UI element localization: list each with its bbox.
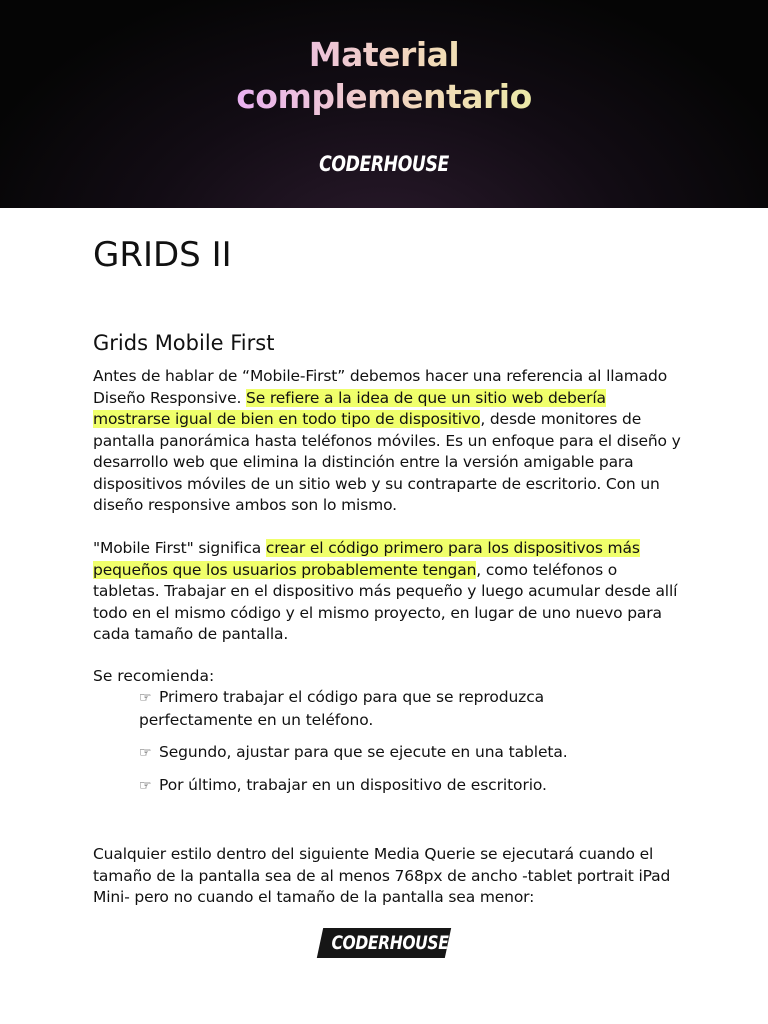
page-title: GRIDS II <box>93 235 232 275</box>
paragraph-text: Antes de hablar de “Mobile-First” debemos hacer una referencia al llamado Diseño Responsive. <box>93 367 668 407</box>
pointing-hand-icon: ☞ <box>139 690 152 706</box>
pointing-hand-icon: ☞ <box>139 745 152 761</box>
list-item-text: Por último, trabajar en un dispositivo de escritorio. <box>159 776 547 794</box>
list-item-text: Primero trabajar el código para que se reproduzca perfectamente en un teléfono. <box>139 688 545 729</box>
highlighted-text: Se refiere a la idea de que un sitio web debería mostrarse igual de bien en todo tipo de dispositivo <box>93 388 606 428</box>
list-item <box>139 742 599 765</box>
highlighted-text: crear el código primero para los dispositivos más pequeños que los usuarios probablemente tengan <box>93 539 640 579</box>
header-title-line2: complementario <box>236 77 532 116</box>
header-title-line1: Material <box>308 35 460 74</box>
paragraph-text: , como teléfonos o tabletas. Trabajar en el dispositivo más pequeño y luego acumular desde allí todo en el mismo código y el mismo proyecto, en lugar de uno nuevo para cada tamaño de pantalla. <box>93 560 678 643</box>
paragraph-text: "Mobile First" significa <box>93 539 266 557</box>
list-item-text: Segundo, ajustar para que se ejecute en una tableta. <box>159 743 568 761</box>
list-item <box>139 687 599 731</box>
coderhouse-footer-logo <box>317 928 451 958</box>
pointing-hand-icon: ☞ <box>139 778 152 794</box>
list-item <box>139 775 599 798</box>
recommend-label: Se recomienda: <box>93 667 215 685</box>
footer-logo-text: CODERHOUSE <box>331 932 449 954</box>
paragraph-mobile-first <box>93 538 683 646</box>
section-title: Grids Mobile First <box>93 331 275 355</box>
header-banner <box>0 0 768 208</box>
coderhouse-header-logo: CODERHOUSE <box>319 152 449 176</box>
paragraph-responsive <box>93 366 683 517</box>
paragraph-text: , desde monitores de pantalla panorámica hasta teléfonos móviles. Es un enfoque para el diseño y desarrollo web que elimina la distinción entre la versión amigable para dispositivos móviles de un sitio web y su contraparte de escritorio. Con un diseño responsive ambos son lo mismo. <box>93 410 681 514</box>
header-title <box>0 34 768 118</box>
paragraph-media-query: Cualquier estilo dentro del siguiente Media Querie se ejecutará cuando el tamaño de la pantalla sea de al menos 768px de ancho -tablet portrait iPad Mini- pero no cuando el tamaño de la pantalla sea menor: <box>93 845 671 906</box>
